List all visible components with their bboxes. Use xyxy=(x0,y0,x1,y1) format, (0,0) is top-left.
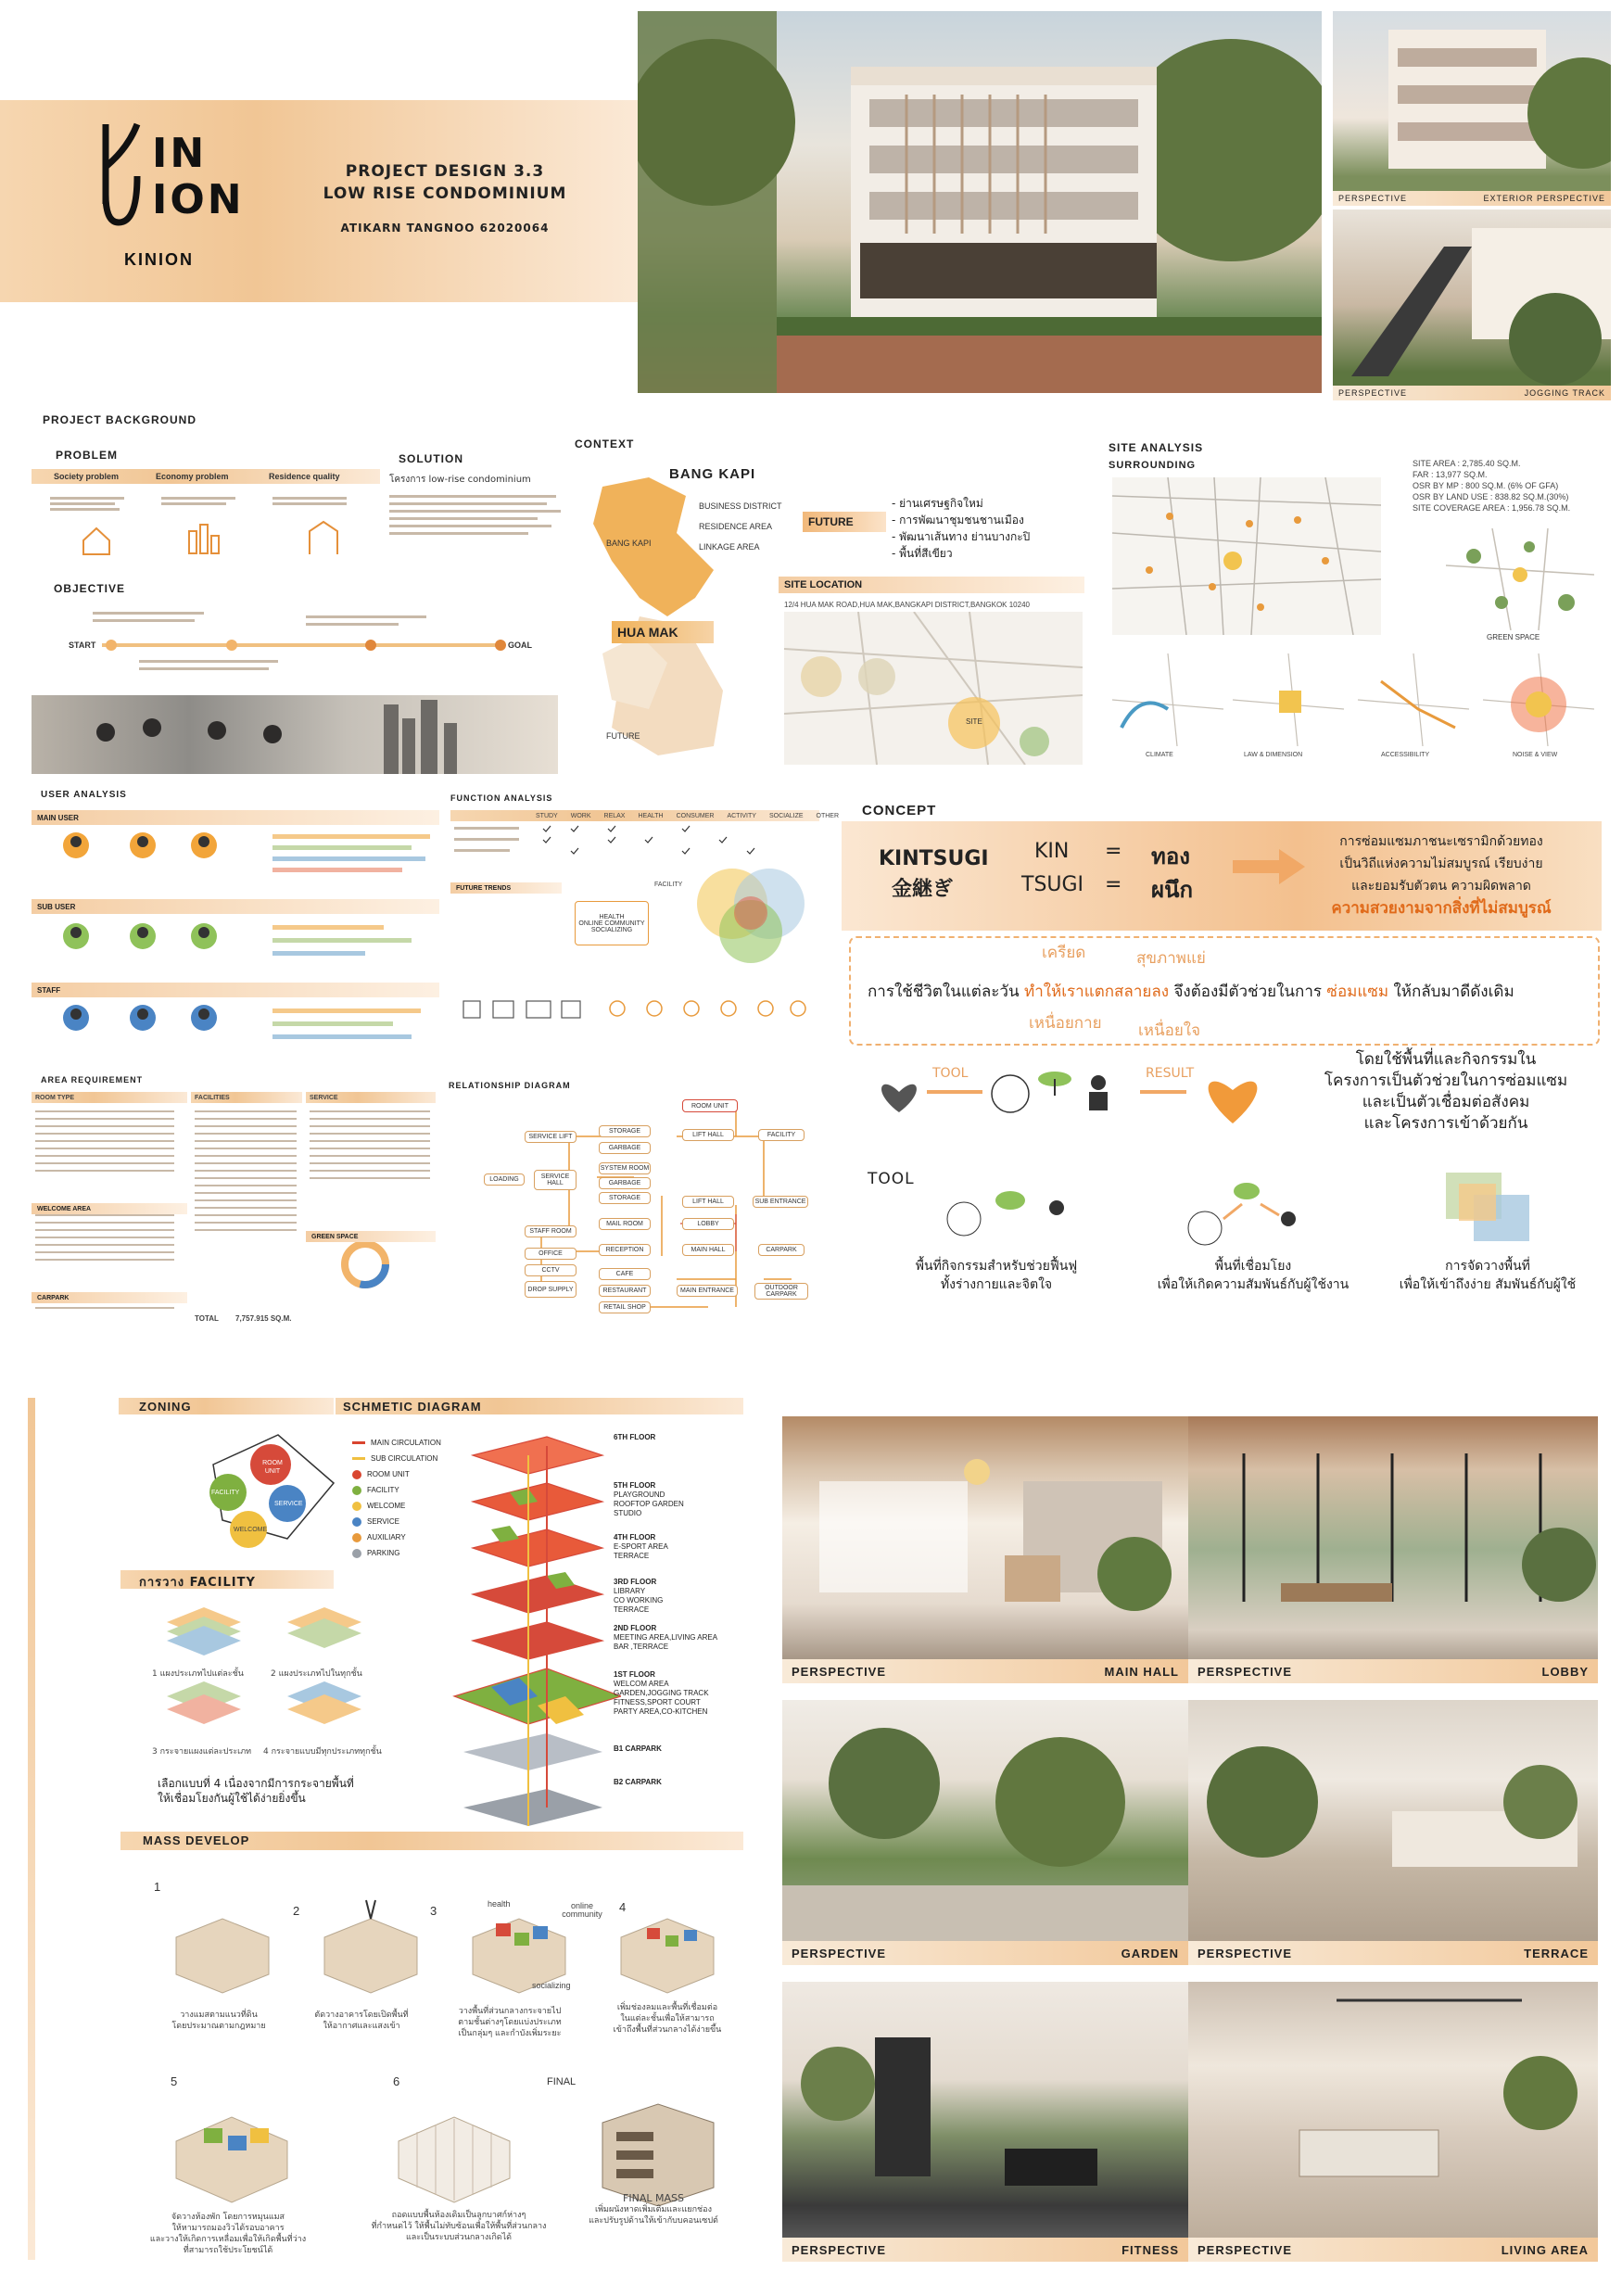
rel-carpark: CARPARK xyxy=(758,1244,805,1256)
legend-room-unit: ROOM UNIT xyxy=(352,1466,441,1482)
facility-venn xyxy=(686,862,816,964)
main-user-rows xyxy=(32,827,439,882)
rel-lift-hall: LIFT HALL xyxy=(682,1196,734,1208)
logo-name: KINION xyxy=(124,250,194,269)
rel-drop-supply: DROP SUPPLY xyxy=(525,1281,577,1298)
carpark-label: CARPARK xyxy=(32,1292,187,1303)
sub-user-label: SUB USER xyxy=(32,899,439,914)
kintsugi-kanji: 金継ぎ xyxy=(892,878,954,901)
persp-lobby-caption: PERSPECTIVE LOBBY xyxy=(1188,1659,1598,1683)
context-title: CONTEXT xyxy=(575,438,635,450)
legend-sub-circ: SUB CIRCULATION xyxy=(352,1451,441,1466)
zone-room-unit: ROOM UNIT xyxy=(262,1460,283,1475)
persp-fitness xyxy=(782,1982,1188,2262)
problem-col-1: Society problem xyxy=(54,472,120,481)
hero-building-illustration xyxy=(638,11,1322,393)
floor-2: 2ND FLOOR MEETING AREA,LIVING AREA BAR ,TERRACE xyxy=(614,1624,718,1651)
function-title: FUNCTION ANALYSIS xyxy=(450,793,553,803)
tool-caption-1: พื้นที่กิจกรรมสำหรับช่วยฟื้นฟู ทั้งร่างกายและจิตใจ xyxy=(915,1259,1078,1292)
mass-title: MASS DEVELOP xyxy=(143,1833,250,1847)
rel-outdoor-carpark: OUTDOOR CARPARK xyxy=(754,1283,808,1300)
use-line-4: และโครงการเข้าด้วยกัน xyxy=(1363,1114,1528,1133)
legend-auxiliary: AUXILIARY xyxy=(352,1529,441,1545)
problem-icons xyxy=(32,489,380,564)
site-stat-4: OSR BY LAND USE : 838.82 SQ.M.(30%) xyxy=(1413,492,1569,501)
zone-facility: FACILITY xyxy=(211,1490,240,1496)
facility-title: การวาง FACILITY xyxy=(139,1576,256,1590)
facilities-label: FACILITIES xyxy=(195,1095,230,1101)
persp-main-hall xyxy=(782,1416,1188,1683)
tool-caption-2: พื้นที่เชื่อมโยง เพื่อให้เกิดความสัมพันธ์กับผู้ใช้งาน xyxy=(1157,1259,1350,1292)
mass-cap-5: จัดวางห้องพัก โดยการหมุนแมส ให้หามารถมองวิวได้รอบอาคาร และวางให้เกิดการเหลื่อมเพื่อให้เกิดพื้นที่ว่าง ที่สามารถใช้ประโยชน์ได้ xyxy=(149,2213,307,2255)
mass-steps-row2 xyxy=(139,2076,741,2206)
rel-facility: FACILITY xyxy=(758,1129,805,1141)
room-type-icons xyxy=(450,988,819,1053)
site-location-label: SITE LOCATION xyxy=(779,577,1084,593)
mass-cap-2: ตัดวางอาคารโดยเปิดพื้นที่ ให้อากาศและแสงเข้า xyxy=(314,2011,409,2031)
project-title-2: LOW RISE CONDOMINIUM xyxy=(323,184,567,203)
welcome-area-label: WELCOME AREA xyxy=(32,1203,187,1214)
result-label: RESULT xyxy=(1146,1066,1195,1081)
green-space-map xyxy=(1446,528,1594,630)
mass-cap-3: วางพื้นที่ส่วนกลางกระจายไป ตามชั้นต่างๆโดยแบ่งประเภท เป็นกลุ่มๆ และกำบังเพิ่มระยะ xyxy=(458,2007,562,2038)
legend-welcome: WELCOME xyxy=(352,1498,441,1514)
tool-result-diagram xyxy=(871,1055,1261,1138)
concept-title: CONCEPT xyxy=(862,803,937,818)
site-mini-diagrams xyxy=(1112,653,1594,746)
schematic-legend xyxy=(352,1435,441,1561)
site-analysis-title: SITE ANALYSIS xyxy=(1109,441,1204,454)
kin-thai: ทอง xyxy=(1151,844,1190,869)
staff-label: STAFF xyxy=(32,983,439,997)
function-col-work: WORK xyxy=(570,813,591,819)
function-checks xyxy=(450,823,819,860)
site-stat-5: SITE COVERAGE AREA : 1,956.78 SQ.M. xyxy=(1413,503,1571,513)
facility-opt-4: 4 กระจายแบบมีทุกประเภททุกชั้น xyxy=(263,1747,382,1757)
mass-cap-final: FINAL MASS เพิ่มผนังหาดเพิ่มเติมและแยกช่อง และปรับรูปด้านให้เข้ากับบคอนเซปต์ xyxy=(589,2192,718,2226)
site-marker: SITE xyxy=(966,717,982,726)
floor-4: 4TH FLOOR E-SPORT AREA TERRACE xyxy=(614,1533,668,1560)
context-huamak-label: HUA MAK xyxy=(612,621,714,643)
green-space-area-label: GREEN SPACE xyxy=(306,1231,436,1242)
area-total-value: 7,757.915 SQ.M. xyxy=(235,1314,292,1323)
trend-box: HEALTH ONLINE COMMUNITY SOCIALIZING xyxy=(575,901,649,945)
mass-steps-row1 xyxy=(139,1882,741,2002)
rel-room-unit: ROOM UNIT xyxy=(682,1099,738,1112)
rel-staff-room: STAFF ROOM xyxy=(525,1225,577,1237)
rel-garbage-top: GARBAGE xyxy=(599,1142,651,1154)
schematic-title: SCHMETIC DIAGRAM xyxy=(343,1400,482,1414)
site-stat-1: SITE AREA : 2,785.40 SQ.M. xyxy=(1413,459,1521,468)
context-zone-3: LINKAGE AREA xyxy=(699,542,760,552)
tsugi-word: TSUGI xyxy=(1021,873,1084,896)
kin-eq: = xyxy=(1105,840,1122,863)
rel-storage: STORAGE xyxy=(599,1125,651,1137)
floor-1: 1ST FLOOR WELCOM AREA GARDEN,JOGGING TRACK FITNESS,SPORT COURT PARTY AREA,CO-KITCHEN xyxy=(614,1670,709,1716)
relationship-title: RELATIONSHIP DIAGRAM xyxy=(449,1081,571,1090)
mass-step-3: 3 xyxy=(430,1904,437,1918)
solution-line: โครงการ low-rise condominium xyxy=(389,475,531,485)
stress-word-3: เหนื่อยกาย xyxy=(1029,1014,1102,1033)
stress-word-1: เครียด xyxy=(1042,944,1086,962)
zoning-title: ZONING xyxy=(139,1400,192,1414)
logo-mark-icon xyxy=(100,121,156,232)
life-line-e: ให้กลับมาดีดังเดิม xyxy=(1393,983,1514,1001)
rel-storage-2: STORAGE xyxy=(599,1192,651,1204)
function-col-health: HEALTH xyxy=(638,813,664,819)
rel-lift-hall-top: LIFT HALL xyxy=(682,1129,734,1141)
tool-caption-3: การจัดวางพื้นที่ เพื่อให้เข้าถึงง่าย สัมพันธ์กับผู้ใช้ xyxy=(1399,1259,1577,1292)
jogging-track-caption: PERSPECTIVE JOGGING TRACK xyxy=(1333,386,1611,400)
tsugi-eq: = xyxy=(1105,873,1122,896)
area-table-lines xyxy=(32,1107,439,1338)
schematic-stack xyxy=(436,1418,621,1863)
future-item-4: - พื้นที่สีเขียว xyxy=(892,547,953,560)
exterior-perspective-photo xyxy=(1333,11,1611,206)
jogging-track-photo xyxy=(1333,209,1611,400)
floor-b1: B1 CARPARK xyxy=(614,1744,662,1753)
concept-desc-1: การซ่อมแซมภาชนะเซรามิกด้วยทอง xyxy=(1339,834,1543,849)
floor-6: 6TH FLOOR xyxy=(614,1433,656,1441)
context-future-arrow: FUTURE xyxy=(803,512,886,532)
life-line-d: ซ่อมแซม xyxy=(1326,983,1389,1001)
rel-loading: LOADING xyxy=(484,1173,525,1186)
future-trends-label: FUTURE TRENDS xyxy=(450,882,562,894)
context-bangkapi-small: BANG KAPI xyxy=(606,539,652,548)
mass-cap-1: วางแมสตามแนวที่ดิน โดยประมาณตามกฎหมาย xyxy=(171,2011,266,2031)
concept-desc-2: เป็นวิถีแห่งความไม่สมบูรณ์ เรียบง่าย xyxy=(1339,856,1543,871)
project-title xyxy=(306,162,584,235)
rel-service-hall: SERVICE HALL xyxy=(534,1170,577,1190)
zone-service: SERVICE xyxy=(274,1501,303,1507)
persp-main-hall-caption: PERSPECTIVE MAIN HALL xyxy=(782,1659,1188,1683)
stress-word-4: เหนื่อยใจ xyxy=(1138,1021,1201,1040)
legend-facility: FACILITY xyxy=(352,1482,441,1498)
rel-mail-room: MAIL ROOM xyxy=(599,1218,651,1230)
surrounding-title: SURROUNDING xyxy=(1109,460,1197,471)
surrounding-map xyxy=(1112,477,1381,635)
user-analysis-title: USER ANALYSIS xyxy=(41,790,127,800)
legend-parking: PARKING xyxy=(352,1545,441,1561)
diagram-label-law: LAW & DIMENSION xyxy=(1244,752,1303,758)
rel-service-lift: SERVICE LIFT xyxy=(525,1131,577,1143)
function-col-study: STUDY xyxy=(536,813,558,819)
mass-label-social: socializing xyxy=(532,1981,571,1990)
facility-venn-label: FACILITY xyxy=(654,882,683,888)
use-line-2: โครงการเป็นตัวช่วยในการซ่อมแซม xyxy=(1324,1072,1568,1090)
kin-word: KIN xyxy=(1034,840,1070,863)
floor-5: 5TH FLOOR PLAYGROUND ROOFTOP GARDEN STUDIO xyxy=(614,1481,684,1517)
mass-step-5: 5 xyxy=(171,2074,178,2088)
mass-step-final: FINAL xyxy=(547,2076,577,2087)
objective-start: START xyxy=(69,641,96,650)
use-line-3: และเป็นตัวเชื่อมต่อสังคม xyxy=(1362,1093,1530,1111)
project-title-1: PROJECT DESIGN 3.3 xyxy=(345,162,545,181)
site-stats xyxy=(1413,458,1570,514)
legend-main-circ: MAIN CIRCULATION xyxy=(352,1435,441,1451)
persp-lobby xyxy=(1188,1416,1598,1683)
sub-user-rows xyxy=(32,916,439,973)
tsugi-thai: ผนึก xyxy=(1151,877,1193,903)
tool-label: TOOL xyxy=(932,1066,969,1081)
objective-title: OBJECTIVE xyxy=(54,582,126,595)
function-cols xyxy=(536,812,839,820)
background-collage xyxy=(32,695,558,774)
site-location-map xyxy=(784,612,1083,765)
function-col-activity: ACTIVITY xyxy=(727,813,756,819)
floor-3: 3RD FLOOR LIBRARY CO WORKING TERRACE xyxy=(614,1578,664,1614)
legend-service: SERVICE xyxy=(352,1514,441,1529)
objective-timeline xyxy=(56,603,519,677)
rel-office: OFFICE xyxy=(525,1248,577,1260)
mass-cap-6: ถอดแบบพื้นห้องเดิมเป็นลูกบาศก์ห่างๆ ที่กำหนดไว้ ให้พื้นไม่ทับซ้อนเพื่อให้พื้นที่ส่วนกลาง และเป็นระบบส่วนกลางเกิดได้ xyxy=(371,2211,547,2242)
rel-garbage: GARBAGE xyxy=(599,1177,651,1189)
hero-exterior-photo xyxy=(638,11,1322,393)
future-item-3: - พัฒนาเส้นทาง ย่านบางกะปิ xyxy=(892,530,1031,543)
future-item-1: - ย่านเศรษฐกิจใหม่ xyxy=(892,497,983,510)
staff-rows xyxy=(32,999,439,1053)
diagram-label-access: ACCESSIBILITY xyxy=(1381,752,1430,758)
rel-retail-shop: RETAIL SHOP xyxy=(599,1301,651,1313)
use-line-1: โดยใช้พื้นที่และกิจกรรมใน xyxy=(1355,1050,1537,1069)
persp-terrace-caption: PERSPECTIVE TERRACE xyxy=(1188,1941,1598,1965)
mass-step-6: 6 xyxy=(393,2074,400,2088)
mass-label-online: online community xyxy=(562,1901,602,1919)
logo xyxy=(100,121,258,269)
function-col-other: OTHER xyxy=(816,813,840,819)
persp-garden-caption: PERSPECTIVE GARDEN xyxy=(782,1941,1188,1965)
future-item-2: - การพัฒนาชุมชนชานเมือง xyxy=(892,514,1024,526)
function-col-consumer: CONSUMER xyxy=(676,813,715,819)
solution-title: SOLUTION xyxy=(399,452,463,465)
facility-opt-2: 2 แผงประเภทไปในทุกชั้น xyxy=(271,1669,362,1679)
rel-system-room: SYSTEM ROOM xyxy=(599,1162,651,1174)
logo-line1: IN xyxy=(152,130,208,177)
life-line-a: การใช้ชีวิตในแต่ละวัน xyxy=(868,983,1020,1001)
tool-title: TOOL xyxy=(868,1170,915,1188)
persp-garden xyxy=(782,1700,1188,1965)
context-future-small: FUTURE xyxy=(606,731,640,741)
mass-cap-4: เพิ่มช่องลมและพื้นที่เชื่อมต่อ ในแต่ละชั้นเพื่อให้สามารถ เข้าถึงพื้นที่ส่วนกลางได้ง่ายขึ้น xyxy=(613,2003,722,2035)
zoning-diagram xyxy=(195,1427,343,1548)
life-line-b: ทำให้เราแตกสลายลง xyxy=(1023,983,1170,1001)
facility-opt-3: 3 กระจายแผงแต่ละประเภท xyxy=(152,1747,252,1757)
facility-opt-1: 1 แผงประเภทไปแต่ละชั้น xyxy=(152,1669,244,1679)
life-line-c: จึงต้องมีตัวช่วยในการ xyxy=(1173,983,1322,1001)
rel-restaurant: RESTAURANT xyxy=(599,1285,651,1297)
site-stat-3: OSR BY MP : 800 SQ.M. (6% OF GFA) xyxy=(1413,481,1559,490)
context-zone-2: RESIDENCE AREA xyxy=(699,522,773,531)
use-lines xyxy=(1298,1049,1594,1135)
mass-step-4: 4 xyxy=(619,1900,627,1914)
problem-col-3: Residence quality xyxy=(269,472,340,481)
area-requirement-title: AREA REQUIREMENT xyxy=(41,1075,144,1085)
function-col-relax: RELAX xyxy=(603,813,626,819)
concept-desc-3: และยอมรับตัวตน ความผิดพลาด xyxy=(1351,879,1531,894)
kintsugi-word: KINTSUGI xyxy=(879,847,989,870)
mass-step-1: 1 xyxy=(154,1880,161,1894)
site-stat-2: FAR : 13,977 SQ.M. xyxy=(1413,470,1488,479)
rel-reception: RECEPTION xyxy=(599,1244,651,1256)
solution-text-lines xyxy=(389,491,565,547)
persp-living-area xyxy=(1188,1982,1598,2262)
green-space-label: GREEN SPACE xyxy=(1487,633,1540,641)
rel-lobby: LOBBY xyxy=(682,1218,734,1230)
problem-col-2: Economy problem xyxy=(156,472,229,481)
service-label: SERVICE xyxy=(310,1095,338,1101)
mass-step-2: 2 xyxy=(293,1904,300,1918)
context-district: BANG KAPI xyxy=(669,466,756,482)
context-zone-1: BUSINESS DISTRICT xyxy=(699,501,782,511)
main-user-label: MAIN USER xyxy=(32,810,439,825)
diagram-label-noise: NOISE & VIEW xyxy=(1513,752,1558,758)
concept-desc xyxy=(1288,831,1594,920)
facility-choice: เลือกแบบที่ 4 เนื่องจากมีการกระจายพื้นที่ ให้เชื่อมโยงกันผู้ใช้ได้ง่ายยิ่งขึ้น xyxy=(158,1777,354,1805)
function-col-socialize: SOCIALIZE xyxy=(768,813,804,819)
persp-terrace xyxy=(1188,1700,1598,1965)
life-line xyxy=(868,979,1514,1004)
area-total-label: TOTAL xyxy=(195,1314,219,1323)
floor-b2: B2 CARPARK xyxy=(614,1778,662,1786)
concept-desc-em: ความสวยงามจากสิ่งที่ไม่สมบูรณ์ xyxy=(1331,899,1552,918)
objective-goal: GOAL xyxy=(508,641,532,650)
exterior-perspective-caption: PERSPECTIVE EXTERIOR PERSPECTIVE xyxy=(1333,191,1611,206)
mass-label-health: health xyxy=(488,1899,511,1909)
rel-sub-entrance: SUB ENTRANCE xyxy=(753,1196,808,1208)
persp-living-area-caption: PERSPECTIVE LIVING AREA xyxy=(1188,2238,1598,2262)
context-future-list xyxy=(892,495,1030,562)
rel-cafe: CAFE xyxy=(599,1268,651,1280)
site-address: 12/4 HUA MAK ROAD,HUA MAK,BANGKAPI DISTRICT,BANGKOK 10240 xyxy=(784,601,1030,609)
logo-line2: ION xyxy=(152,176,245,223)
rel-main-entrance: MAIN ENTRANCE xyxy=(677,1285,738,1297)
zone-welcome: WELCOME xyxy=(234,1527,268,1533)
room-type-label: ROOM TYPE xyxy=(35,1095,75,1101)
author: ATIKARN TANGNOO 62020064 xyxy=(340,222,550,235)
background-title: PROJECT BACKGROUND xyxy=(43,413,197,426)
rel-cctv: CCTV xyxy=(525,1264,577,1276)
tool-illustrations xyxy=(927,1163,1576,1256)
diagram-label-climate: CLIMATE xyxy=(1146,752,1173,758)
persp-fitness-caption: PERSPECTIVE FITNESS xyxy=(782,2238,1188,2262)
rel-main-hall: MAIN HALL xyxy=(682,1244,734,1256)
left-edge-band xyxy=(28,1398,35,2260)
stress-word-2: สุขภาพแย่ xyxy=(1136,949,1206,968)
problem-title: PROBLEM xyxy=(56,449,118,462)
